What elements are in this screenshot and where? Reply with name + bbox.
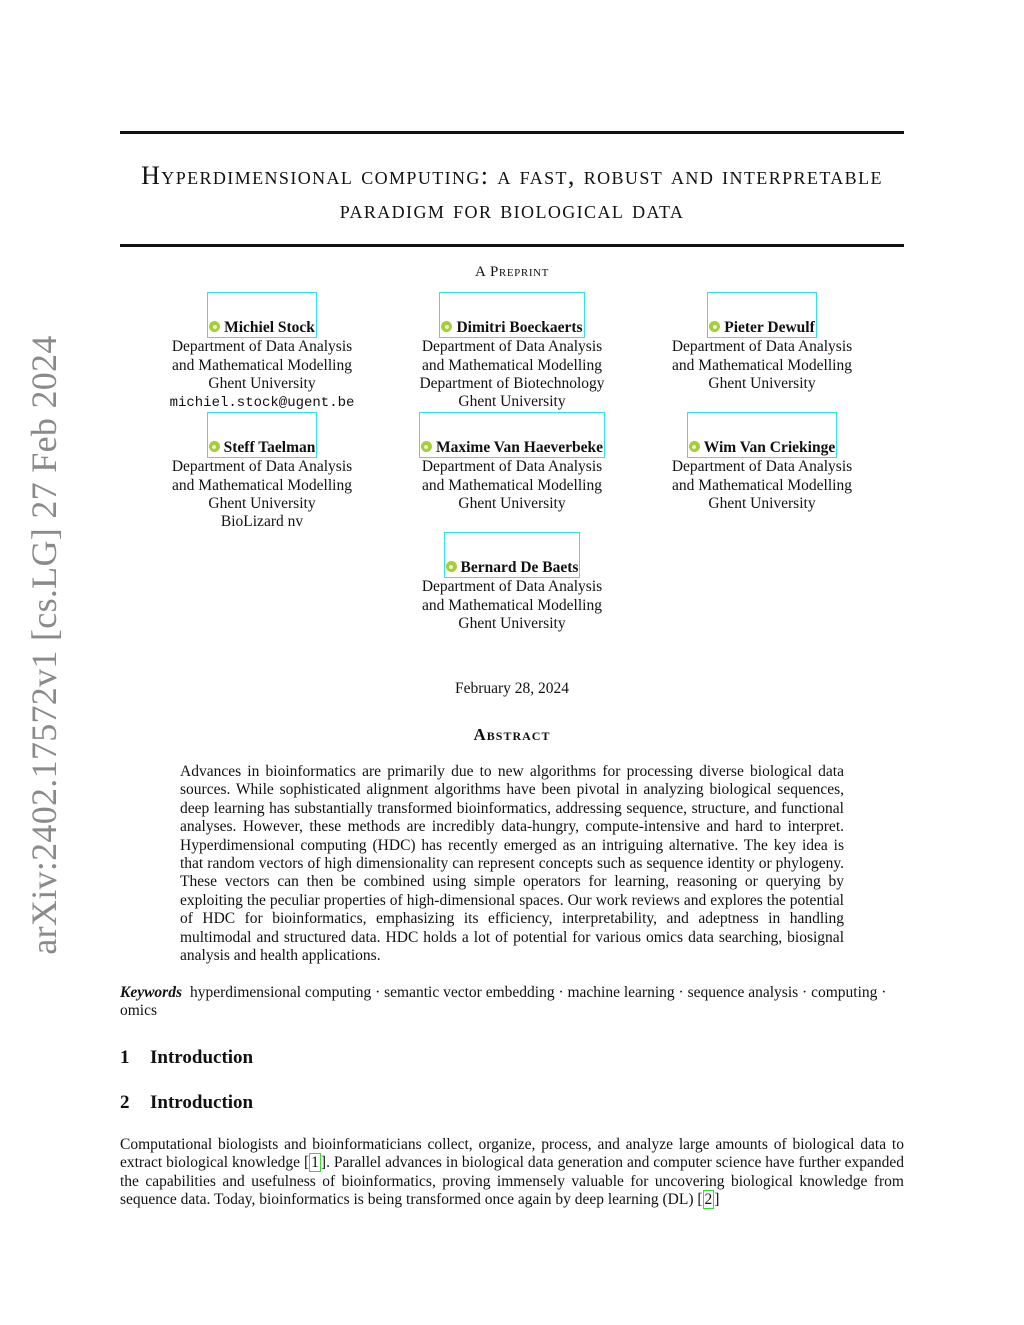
author-affiliation: Department of Data Analysis bbox=[421, 458, 603, 476]
author-block bbox=[382, 532, 642, 633]
orcid-icon[interactable] bbox=[709, 321, 720, 332]
title-bottom-rule bbox=[120, 244, 904, 247]
publication-date: February 28, 2024 bbox=[454, 680, 570, 697]
author-block bbox=[132, 292, 392, 412]
author-affiliation: and Mathematical Modelling bbox=[672, 356, 852, 374]
section-heading bbox=[120, 1092, 904, 1114]
orcid-icon[interactable] bbox=[689, 441, 700, 452]
author-affiliation: BioLizard nv bbox=[220, 513, 304, 531]
keywords-text: hyperdimensional computing · semantic vector embedding · machine learning · sequence analysis · computing · omics bbox=[120, 984, 887, 1020]
author-affiliation: Ghent University bbox=[208, 494, 316, 512]
author-name-link[interactable]: Michiel Stock bbox=[207, 292, 317, 338]
author-affiliation: and Mathematical Modelling bbox=[422, 356, 602, 374]
author-block bbox=[382, 412, 642, 513]
author-affiliation: Ghent University bbox=[708, 494, 816, 512]
orcid-icon[interactable] bbox=[209, 441, 220, 452]
author-affiliation: Department of Biotechnology bbox=[419, 374, 605, 392]
author-name-link[interactable]: Pieter Dewulf bbox=[707, 292, 817, 338]
preprint-label: A Preprint bbox=[475, 264, 549, 280]
body-paragraph bbox=[120, 1136, 904, 1210]
orcid-icon[interactable] bbox=[446, 561, 457, 572]
abstract-text: Advances in bioinformatics are primarily due to new algorithms for processing diverse biological data sources. While sophisticated alignment algorithms have been pivotal in analyzing biological sequences, deep learning has substantially transformed bioinformatics, addressing sequence, structure, and functional analyses. However, these methods are incredibly data-hungry, compute-intensive and hard to interpret. Hyperdimensional computing (HDC) has recently emerged as an intriguing alternative. The key idea is that random vectors of high dimensionality can represent concepts such as sequence identity or phylogeny. These vectors can then be combined using simple operators for learning, reasoning or querying by exploiting the peculiar properties of high-dimensional spaces. Our work reviews and explores the potential of HDC for bioinformatics, emphasizing its efficiency, interpretability, and adeptness in handling multimodal and structured data. HDC holds a lot of potential for various omics data searching, biosignal analysis and health applications. bbox=[180, 763, 844, 965]
body-text-part: ]. Parallel advances in biological data generation and computer science have further expanded the capabilities and usefulness of bioinformatics, proving immensely valuable for uncovering biological knowledge from sequence data. Today, bioinformatics is being transformed once again by deep learning (DL) [ bbox=[120, 1154, 904, 1209]
keywords-label: Keywords bbox=[120, 984, 182, 1001]
author-affiliation: and Mathematical Modelling bbox=[172, 356, 352, 374]
author-affiliation: Department of Data Analysis bbox=[671, 458, 853, 476]
arxiv-identifier: arXiv:2402.17572v1 [cs.LG] 27 Feb 2024 bbox=[24, 335, 64, 955]
author-affiliation: Department of Data Analysis bbox=[421, 578, 603, 596]
section-title: Introduction bbox=[150, 1092, 254, 1113]
author-affiliation: Department of Data Analysis bbox=[171, 458, 353, 476]
author-name-link[interactable]: Maxime Van Haeverbeke bbox=[419, 412, 605, 458]
author-block bbox=[632, 292, 892, 393]
citation-link[interactable]: 2 bbox=[704, 1191, 713, 1209]
author-email[interactable]: michiel.stock@ugent.be bbox=[169, 395, 355, 412]
author-affiliation: Ghent University bbox=[208, 374, 316, 392]
author-affiliation: and Mathematical Modelling bbox=[422, 596, 602, 614]
author-block bbox=[382, 292, 642, 411]
title-top-rule bbox=[120, 131, 904, 134]
author-affiliation: and Mathematical Modelling bbox=[422, 476, 602, 494]
author-block bbox=[632, 412, 892, 513]
abstract-heading: Abstract bbox=[473, 725, 551, 744]
author-affiliation: Ghent University bbox=[708, 374, 816, 392]
author-name-link[interactable]: Steff Taelman bbox=[207, 412, 318, 458]
author-affiliation: and Mathematical Modelling bbox=[172, 476, 352, 494]
author-affiliation: Department of Data Analysis bbox=[671, 338, 853, 356]
author-affiliation: Department of Data Analysis bbox=[421, 338, 603, 356]
author-name-link[interactable]: Dimitri Boeckaerts bbox=[439, 292, 584, 338]
orcid-icon[interactable] bbox=[209, 321, 220, 332]
author-affiliation: Department of Data Analysis bbox=[171, 338, 353, 356]
orcid-icon[interactable] bbox=[421, 441, 432, 452]
author-block bbox=[132, 412, 392, 531]
author-name-link[interactable]: Bernard De Baets bbox=[444, 532, 581, 578]
author-affiliation: Ghent University bbox=[458, 393, 566, 411]
keywords bbox=[120, 984, 904, 1021]
citation-link[interactable]: 1 bbox=[311, 1154, 319, 1172]
body-text-part: ] bbox=[714, 1191, 720, 1209]
section-number: 2 bbox=[120, 1092, 130, 1113]
paper-title: Hyperdimensional computing: a fast, robust and interpretable paradigm for biological data bbox=[141, 161, 883, 224]
author-name-link[interactable]: Wim Van Criekinge bbox=[687, 412, 838, 458]
body-text-part: Computational biologists and bioinformaticians collect, organize, process, and analyze large amounts of biological data to extract biological knowledge [ bbox=[120, 1136, 904, 1172]
author-affiliation: Ghent University bbox=[458, 494, 566, 512]
orcid-icon[interactable] bbox=[441, 321, 452, 332]
author-affiliation: Ghent University bbox=[458, 614, 566, 632]
section-title: Introduction bbox=[150, 1047, 254, 1068]
section-number: 1 bbox=[120, 1047, 130, 1068]
author-affiliation: and Mathematical Modelling bbox=[672, 476, 852, 494]
section-heading bbox=[120, 1047, 904, 1069]
